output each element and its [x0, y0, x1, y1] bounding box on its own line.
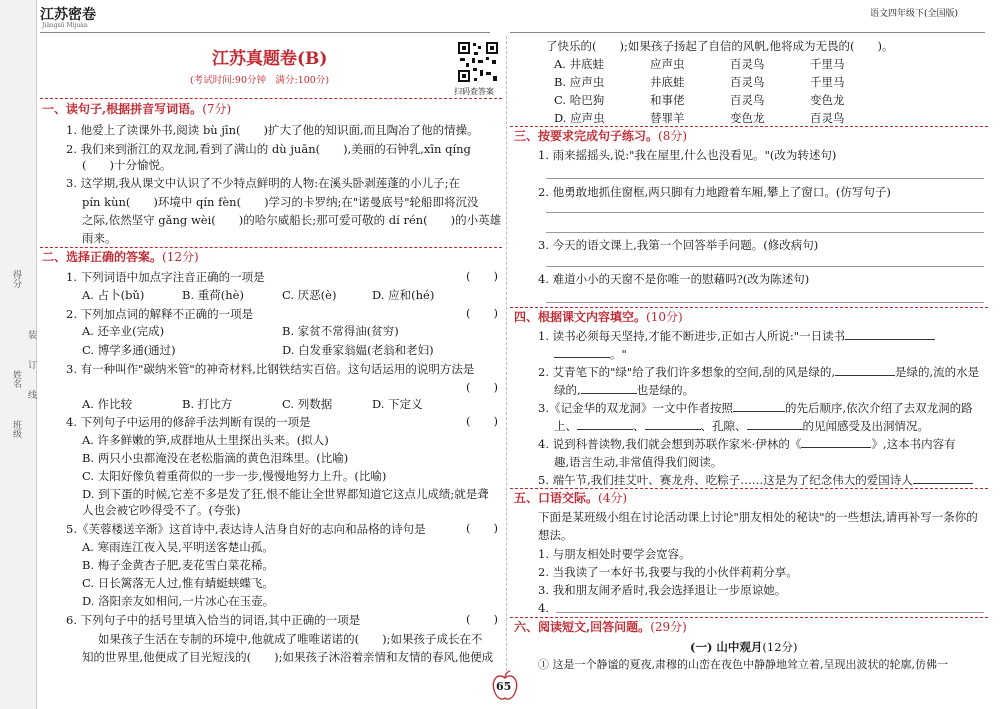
- section-6-title: 六、阅读短文,回答问题。(29分): [514, 620, 687, 634]
- s3-q1: 1. 雨来摇摇头,说:"我在屋里,什么也没看见。"(改为转述句): [538, 148, 837, 162]
- q6-opt-d-3: 变色龙: [730, 111, 765, 125]
- name-label: 姓名: [11, 370, 21, 388]
- bind-label-3: 线: [26, 390, 36, 399]
- answer-line[interactable]: [546, 232, 984, 233]
- s1-q3-line3: 之际,依然坚守 gǎng wèi( )的哈尔威船长;那可爱可敬的 dí rén( )的小英雄: [82, 213, 502, 227]
- exam-info: (考试时间:90分钟 满分:100分): [190, 75, 330, 86]
- s2-q4-opt-d: D. 到下蛋的时候,它差不多是发了狂,恨不能让全世界都知道它这点儿成绩;就是聋: [82, 487, 489, 501]
- s1-q2-line2: ( )十分愉悦。: [82, 158, 172, 172]
- q6-opt-c-4: 变色龙: [810, 93, 845, 107]
- s2-q4-opt-c: C. 太阳好像负着重荷似的一步一步,慢慢地努力上升。(比喻): [82, 469, 387, 483]
- s2-q3-opt-b: B. 打比方: [182, 397, 233, 411]
- q6-opt-a-1: A. 井底蛙: [554, 57, 605, 71]
- page-title: 江苏真题卷(B): [212, 49, 328, 69]
- s2-q3-opt-a: A. 作比较: [82, 397, 133, 411]
- q6-opt-a-4: 千里马: [810, 57, 845, 71]
- s2-q1-opt-a: A. 占卜(bǔ): [82, 288, 145, 302]
- s2-q5-opt-a: A. 寒雨连江夜入吴,平明送客楚山孤。: [82, 540, 274, 554]
- s4-q1-cont: 。": [554, 345, 627, 363]
- s1-q3-line2: pín kùn( )环境中 qín fèn( )学习的卡罗纳;在"诺曼底号"轮船即将沉没: [82, 195, 479, 209]
- s4-q3: 3.《记金华的双龙洞》一文中作者按照 的先后顺序,依次介绍了去双龙洞的路: [538, 401, 973, 415]
- s2-q1-opt-c: C. 厌恶(è): [282, 288, 337, 302]
- section-1-title: 一、读句子,根据拼音写词语。(7分): [42, 102, 232, 116]
- s2-q3: 3. 有一种叫作"碳纳米管"的神奇材料,比钢铁结实百倍。这句话运用的说明方法是: [66, 362, 475, 376]
- answer-paren[interactable]: ( ): [466, 414, 498, 428]
- s4-q5: 5. 端午节,我们挂艾叶、赛龙舟、吃粽子……这是为了纪念伟大的爱国诗人: [538, 471, 973, 489]
- s4-q2-cont: 绿的, 也是绿的。: [554, 383, 695, 397]
- s2-q4-opt-d-cont: 人也会被它吵得受不了。(夸张): [82, 503, 241, 517]
- s4-q2: 2. 艾青笔下的"绿"给了我们许多想象的空间,刮的风是绿的, 是绿的,流的水是: [538, 365, 980, 379]
- answer-line[interactable]: [546, 266, 984, 267]
- fill-blank[interactable]: [554, 345, 610, 358]
- section-2-title: 二、选择正确的答案。(12分): [42, 250, 199, 264]
- q6-opt-c-1: C. 哈巴狗: [554, 93, 605, 107]
- s2-q2-opt-a: A. 还辛业(完成): [82, 324, 165, 338]
- s4-q4-cont: 趣,语言生动,非常值得我们阅读。: [554, 455, 723, 469]
- q6-opt-d-4: 百灵鸟: [810, 111, 845, 125]
- s5-item-2: 2. 当我读了一本好书,我要与我的小伙伴莉莉分享。: [538, 565, 798, 579]
- section-3-title: 三、按要求完成句子练习。(8分): [514, 129, 688, 143]
- fill-blank[interactable]: [733, 399, 785, 412]
- s2-q1-opt-b: B. 重荷(hè): [182, 288, 244, 302]
- fill-blank[interactable]: [581, 381, 637, 394]
- class-label: 班级: [11, 420, 21, 438]
- fill-blank[interactable]: [835, 363, 895, 376]
- s2-q2: 2. 下列加点词的解释不正确的一项是: [66, 307, 254, 321]
- s1-q3-line1: 3. 这学期,我从课文中认识了不少特点鲜明的人物:在溪头卧剥莲蓬的小儿子;在: [66, 176, 461, 190]
- answer-paren[interactable]: ( ): [466, 612, 498, 626]
- brand-logo: 江苏密卷: [40, 7, 96, 23]
- s5-intro: 下面是某班级小组在讨论活动课上讨论"朋友相处的秘诀"的一些想法,请再补写一条你的: [538, 510, 978, 524]
- answer-paren[interactable]: ( ): [466, 380, 498, 394]
- s5-intro-cont: 想法。: [538, 528, 573, 542]
- answer-paren[interactable]: ( ): [466, 521, 498, 535]
- qr-caption: 扫码查答案: [454, 87, 494, 96]
- section-5-title: 五、口语交际。(4分): [514, 491, 628, 505]
- s1-q2-line1: 2. 我们来到浙江的双龙洞,看到了满山的 dù juān( ),美丽的石钟乳,xīn qíng: [66, 142, 471, 156]
- s2-q1: 1. 下列词语中加点字注音正确的一项是: [66, 270, 265, 284]
- s4-q3-cont: 上、 、 、孔隙、 的见闻感受及出洞情况。: [554, 419, 929, 433]
- q6-opt-b-4: 千里马: [810, 75, 845, 89]
- q6-opt-d-1: D. 应声虫: [554, 111, 605, 125]
- fill-blank[interactable]: [645, 417, 701, 430]
- q6-opt-b-1: B. 应声虫: [554, 75, 605, 89]
- q6-opt-a-3: 百灵鸟: [730, 57, 765, 71]
- s2-q2-opt-c: C. 博学多通(通过): [82, 343, 176, 357]
- q6-continuation: 了快乐的( );如果孩子扬起了自信的风帆,他将成为无畏的( )。: [546, 39, 894, 53]
- s2-q1-opt-d: D. 应和(hé): [372, 288, 435, 302]
- s1-q3-line4: 雨来。: [82, 231, 117, 245]
- s2-q5: 5.《芙蓉楼送辛渐》这首诗中,表达诗人洁身自好的志向和品格的诗句是: [66, 522, 426, 536]
- s4-q4: 4. 说到科普读物,我们就会想到苏联作家米·伊林的《 》,这本书内容有: [538, 437, 956, 451]
- s1-q1: 1. 他爱上了读课外书,阅读 bù jīn( )扩大了他的知识面,而且陶冶了他的情操。: [66, 123, 479, 137]
- page-number: 65: [496, 680, 512, 693]
- q6-opt-c-2: 和事佬: [650, 93, 685, 107]
- s2-q6-line1: 如果孩子生活在专制的环境中,他就成了唯唯诺诺的( );如果孩子成长在不: [98, 632, 483, 646]
- s2-q4: 4. 下列句子中运用的修辞手法判断有误的一项是: [66, 415, 311, 429]
- s5-item-1: 1. 与朋友相处时要学会宽容。: [538, 547, 691, 561]
- answer-paren[interactable]: ( ): [466, 269, 498, 283]
- s2-q4-opt-b: B. 两只小虫都淹没在老松脂滴的黄色泪珠里。(比喻): [82, 451, 349, 465]
- fill-blank[interactable]: [913, 471, 973, 484]
- s2-q2-opt-b: B. 家贫不常得油(贫穷): [282, 324, 399, 338]
- brand-pinyin: Jiāngsū Mìjuàn: [42, 22, 88, 29]
- s5-item-4: 4.: [538, 601, 549, 615]
- answer-line[interactable]: [546, 302, 984, 303]
- s2-q4-opt-a: A. 许多鲜嫩的笋,成群地从土里探出头来。(拟人): [82, 433, 329, 447]
- header-rule-left: [40, 32, 490, 33]
- binding-margin: [0, 0, 37, 709]
- bind-label-2: 订: [26, 360, 36, 369]
- q6-opt-d-2: 替罪羊: [650, 111, 685, 125]
- s2-q3-opt-c: C. 列数据: [282, 397, 333, 411]
- divider: [40, 98, 502, 99]
- passage-title: (一) 山中观月(12分): [690, 640, 798, 654]
- fill-blank[interactable]: [801, 435, 871, 448]
- s4-q1: 1. 读书必须每天坚持,才能不断进步,正如古人所说:"一日读书: [538, 327, 935, 345]
- q6-opt-b-3: 百灵鸟: [730, 75, 765, 89]
- fill-blank[interactable]: [577, 417, 633, 430]
- passage-paragraph-1: ① 这是一个静谧的夏夜,肃穆的山峦在夜色中静静地耸立着,呈现出波状的轮廓,仿佛一: [538, 658, 948, 671]
- header-rule-right: [510, 32, 985, 33]
- answer-paren[interactable]: ( ): [466, 306, 498, 320]
- s2-q2-opt-d: D. 白发垂家翁媪(老翁和老妇): [282, 343, 434, 357]
- q6-opt-c-3: 百灵鸟: [730, 93, 765, 107]
- s2-q5-opt-d: D. 洛阳亲友如相问,一片冰心在玉壶。: [82, 594, 275, 608]
- s2-q6: 6. 下列句子中的括号里填入恰当的词语,其中正确的一项是: [66, 613, 361, 627]
- column-separator: [506, 36, 507, 676]
- s2-q5-opt-c: C. 日长篱落无人过,惟有蜻蜓蛱蝶飞。: [82, 576, 274, 590]
- s5-item-3: 3. 我和朋友闹矛盾时,我会选择退让一步原谅她。: [538, 583, 787, 597]
- bind-label-1: 装: [26, 330, 36, 339]
- fill-blank[interactable]: [845, 327, 935, 340]
- answer-line[interactable]: [546, 178, 984, 179]
- q6-opt-a-2: 应声虫: [650, 57, 685, 71]
- grade-edition: 语文四年级下(全国版): [870, 9, 959, 19]
- s3-q3: 3. 今天的语文课上,我第一个回答举手问题。(修改病句): [538, 238, 819, 252]
- q6-opt-b-2: 井底蛙: [650, 75, 685, 89]
- fill-blank[interactable]: [747, 417, 803, 430]
- s3-q2: 2. 他勇敢地抓住窗框,两只脚有力地蹬着车厢,攀上了窗口。(仿写句子): [538, 185, 891, 199]
- score-label: 得分: [11, 270, 21, 288]
- section-4-title: 四、根据课文内容填空。(10分): [514, 310, 683, 324]
- s2-q5-opt-b: B. 梅子金黄杏子肥,麦花雪白菜花稀。: [82, 558, 274, 572]
- s2-q6-line2: 知的世界里,他便成了目光短浅的( );如果孩子沐浴着亲情和友情的春风,他便成: [82, 650, 494, 664]
- s2-q3-opt-d: D. 下定义: [372, 397, 423, 411]
- answer-line[interactable]: [546, 212, 984, 213]
- qr-code-icon: [456, 40, 500, 84]
- answer-line[interactable]: [556, 612, 984, 613]
- s3-q4: 4. 难道小小的天窗不是你唯一的慰藉吗?(改为陈述句): [538, 272, 810, 286]
